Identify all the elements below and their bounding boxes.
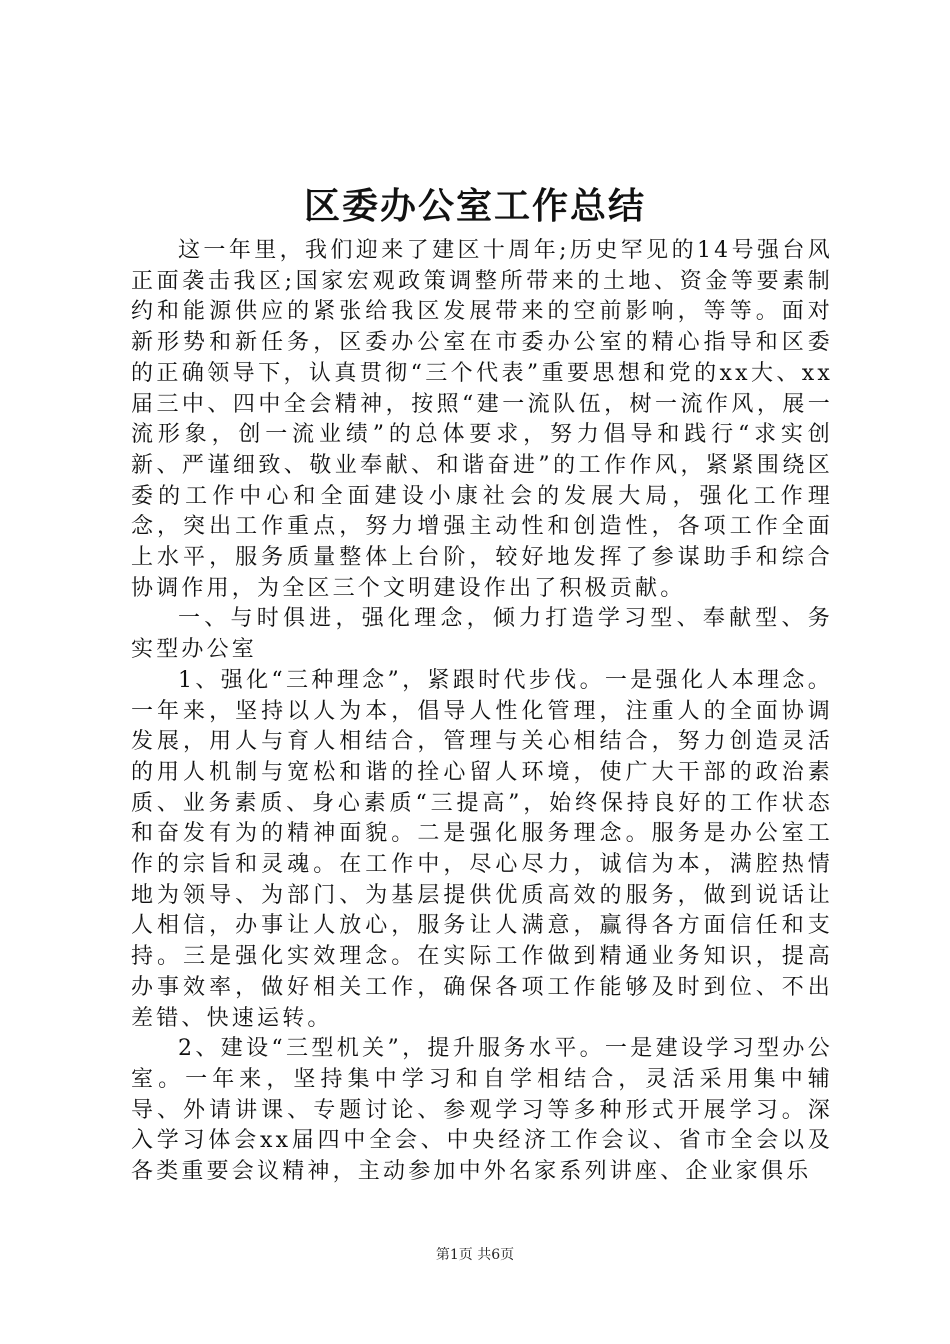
page-number-footer: 第1页 共6页 <box>435 1247 515 1263</box>
paragraph-intro: 这一年里，我们迎来了建区十周年;历史罕见的14号强台风正面袭击我区;国家宏观政策调整所带来的土地、资金等要素制约和能源供应的紧张给我区发展带来的空前影响，等等。面对新形势和新任务，区委办公室在市委办公室的精心指导和区委的正确领导下，认真贯彻“三个代表”重要思想和党的xx大、xx届三中、四中全会精神，按照“建一流队伍，树一流作风，展一流形象，创一流业绩”的总体要求，努力倡导和践行“求实创新、严谨细致、敬业奉献、和谐奋进”的工作作风，紧紧围绕区委的工作中心和全面建设小康社会的发展大局，强化工作理念，突出工作重点，努力增强主动性和创造性，各项工作全面上水平，服务质量整体上台阶，较好地发挥了参谋助手和综合协调作用，为全区三个文明建设作出了积极贡献。 <box>131 238 833 601</box>
paragraph-item-1: 1、强化“三种理念”，紧跟时代步伐。一是强化人本理念。一年来，坚持以人为本，倡导人性化管理，注重人的全面协调发展，用人与育人相结合，管理与关心相结合，努力创造灵活的用人机制与宽松和谐的拴心留人环境，使广大干部的政治素质、业务素质、身心素质“三提高”，始终保持良好的工作状态和奋发有为的精神面貌。二是强化服务理念。服务是办公室工作的宗旨和灵魂。在工作中，尽心尽力，诚信为本，满腔热情地为领导、为部门、为基层提供优质高效的服务，做到说话让人相信，办事让人放心，服务让人满意，赢得各方面信任和支持。三是强化实效理念。在实际工作做到精通业务知识，提高办事效率，做好相关工作，确保各项工作能够及时到位、不出差错、快速运转。 <box>131 667 833 1031</box>
paragraph-item-2: 2、建设“三型机关”，提升服务水平。一是建设学习型办公室。一年来，坚持集中学习和自学相结合，灵活采用集中辅导、外请讲课、专题讨论、参观学习等多种形式开展学习。深入学习体会xx届四中全会、中央经济工作会议、省市全会以及各类重要会议精神，主动参加中外名家系列讲座、企业家俱乐 <box>131 1036 833 1185</box>
section-heading-1: 一、与时俱进，强化理念，倾力打造学习型、奉献型、务实型办公室 <box>131 606 833 663</box>
document-body <box>131 236 833 1188</box>
document-title: 区委办公室工作总结 <box>303 185 646 227</box>
